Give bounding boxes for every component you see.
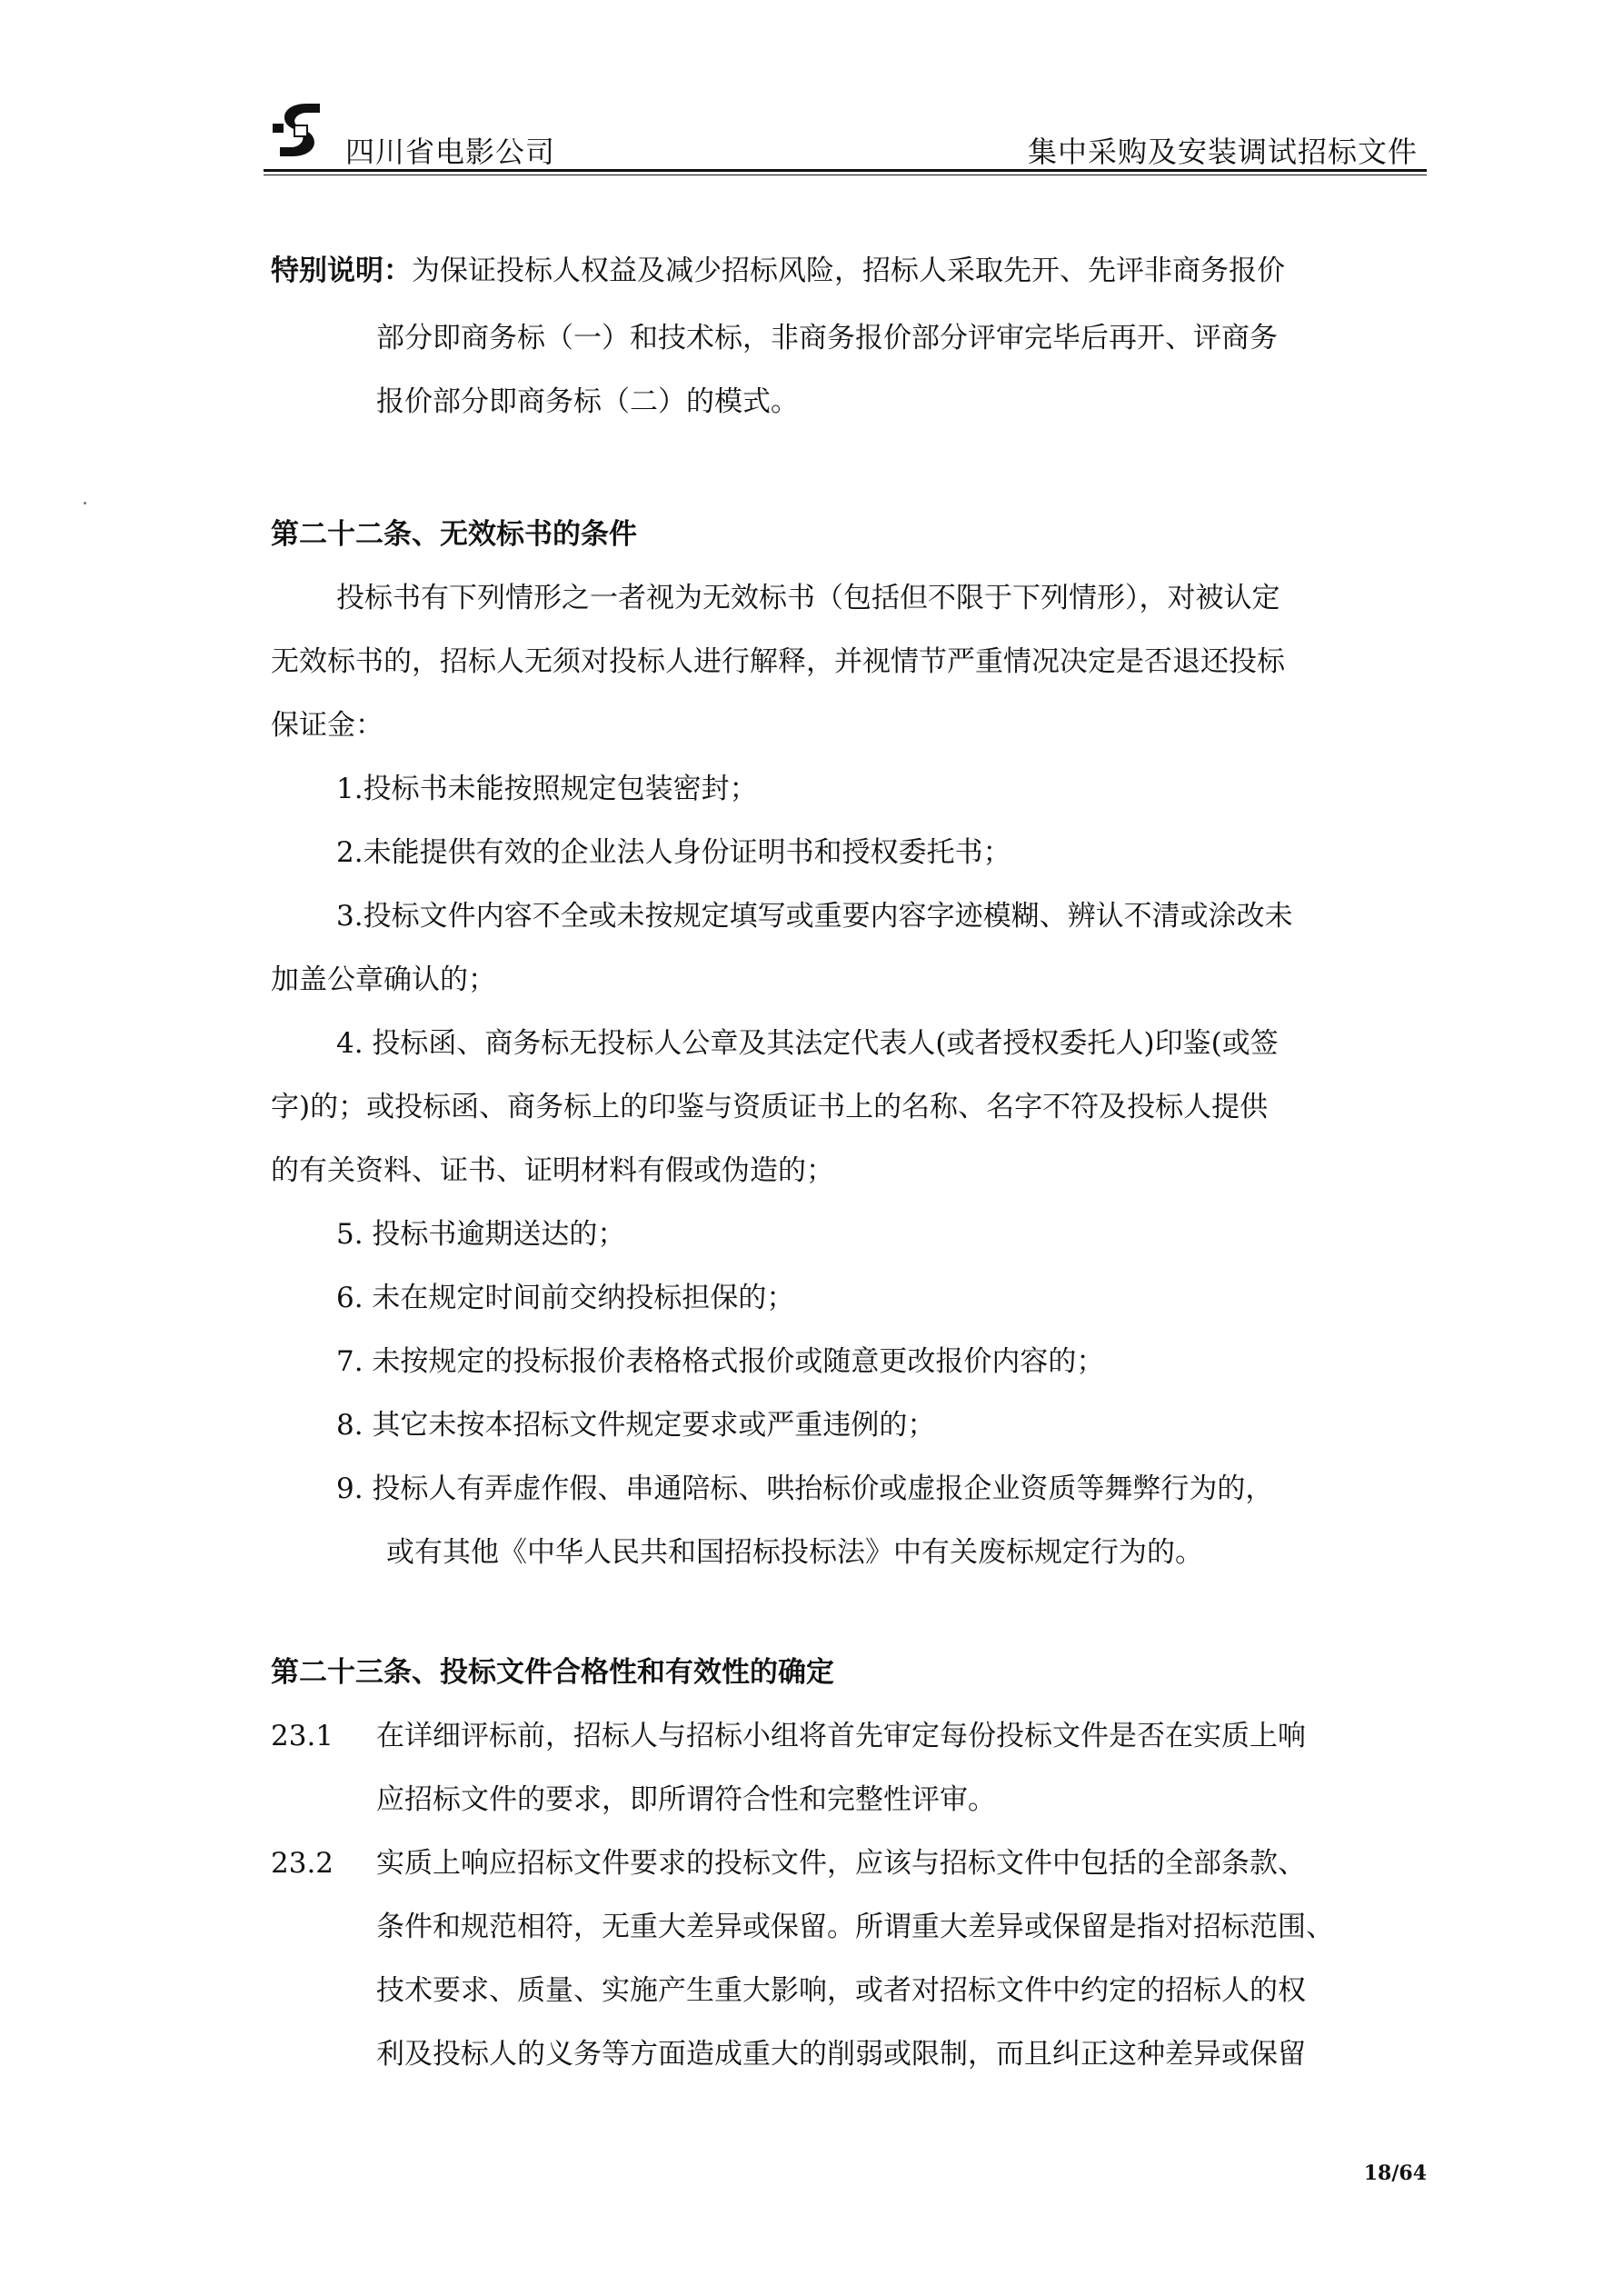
clause-23-1-line-1: 在详细评标前，招标人与招标小组将首先审定每份投标文件是否在实质上响 — [376, 1720, 1306, 1752]
article-22-item-3b: 加盖公章确认的； — [271, 963, 496, 996]
page-number: 18/64 — [1363, 2161, 1427, 2185]
company-name: 四川省电影公司 — [345, 135, 556, 169]
article-22-item-4b: 字)的；或投标函、商务标上的印鉴与资质证书上的名称、名字不符及投标人提供 — [271, 1091, 1269, 1123]
special-note-line-2: 部分即商务标（一）和技术标，非商务报价部分评审完毕后再开、评商务 — [376, 322, 1278, 354]
header-rule — [264, 169, 1427, 172]
special-note-text-1: 为保证投标人权益及减少招标风险，招标人采取先开、先评非商务报价 — [412, 255, 1285, 287]
article-22-item-4a: 4. 投标函、商务标无投标人公章及其法定代表人(或者授权委托人)印鉴(或签 — [336, 1027, 1279, 1060]
article-23-title: 第二十三条、投标文件合格性和有效性的确定 — [271, 1656, 834, 1689]
article-22-intro-3: 保证金： — [271, 709, 383, 742]
clause-23-1-number: 23.1 — [271, 1720, 334, 1752]
clause-23-2-line-3: 技术要求、质量、实施产生重大影响，或者对招标文件中约定的招标人的权 — [376, 1974, 1306, 2007]
clause-23-2-number: 23.2 — [271, 1847, 334, 1880]
clause-23-2-line-1: 实质上响应招标文件要求的投标文件，应该与招标文件中包括的全部条款、 — [376, 1847, 1306, 1880]
article-22-title: 第二十二条、无效标书的条件 — [271, 518, 637, 551]
article-22-item-8: 8. 其它未按本招标文件规定要求或严重违例的； — [336, 1409, 936, 1442]
scan-speck — [84, 502, 86, 504]
article-22-item-9a: 9. 投标人有弄虚作假、串通陪标、哄抬标价或虚报企业资质等舞弊行为的， — [336, 1472, 1274, 1505]
article-22-item-4c: 的有关资料、证书、证明材料有假或伪造的； — [271, 1154, 834, 1187]
article-22-item-1: 1.投标书未能按照规定包装密封； — [336, 773, 758, 805]
page-header — [264, 91, 1427, 173]
article-22-item-9b: 或有其他《中华人民共和国招标投标法》中有关废标规定行为的。 — [386, 1536, 1203, 1569]
article-22-item-3a: 3.投标文件内容不全或未按规定填写或重要内容字迹模糊、辨认不清或涂改未 — [336, 900, 1293, 933]
article-22-intro-1: 投标书有下列情形之一者视为无效标书（包括但不限于下列情形），对被认定 — [336, 582, 1280, 614]
clause-23-2-line-2: 条件和规范相符，无重大差异或保留。所谓重大差异或保留是指对招标范围、 — [376, 1911, 1334, 1943]
special-note-label: 特别说明： — [271, 255, 412, 287]
document-title: 集中采购及安装调试招标文件 — [1027, 135, 1418, 169]
article-22-intro-2: 无效标书的，招标人无须对投标人进行解释，并视情节严重情况决定是否退还投标 — [271, 645, 1285, 678]
clause-23-2-line-4: 利及投标人的义务等方面造成重大的削弱或限制，而且纠正这种差异或保留 — [376, 2038, 1306, 2071]
article-22-item-2: 2.未能提供有效的企业法人身份证明书和授权委托书； — [336, 836, 1011, 869]
article-22-item-5: 5. 投标书逾期送达的； — [336, 1218, 626, 1251]
clause-23-1-line-2: 应招标文件的要求，即所谓符合性和完整性评审。 — [376, 1783, 996, 1816]
company-logo-icon — [271, 100, 329, 164]
special-note-line-3: 报价部分即商务标（二）的模式。 — [376, 385, 799, 418]
article-22-item-6: 6. 未在规定时间前交纳投标担保的； — [336, 1282, 795, 1314]
special-note-line-1 — [271, 253, 1285, 289]
article-22-item-7: 7. 未按规定的投标报价表格格式报价或随意更改报价内容的； — [336, 1345, 1105, 1378]
